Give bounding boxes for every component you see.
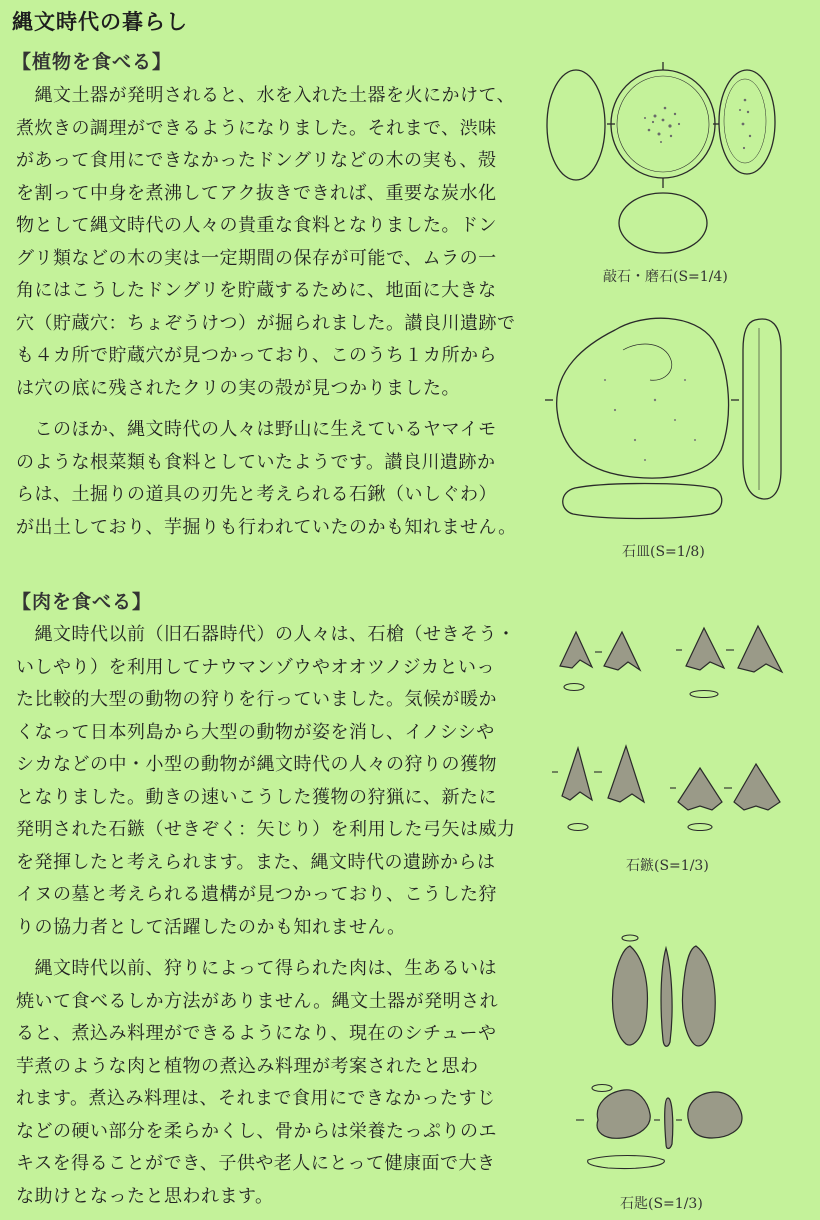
text-line: 角にはこうしたドングリを貯蔵するために、地面に大きな (16, 280, 497, 301)
paragraph-meat-2 (16, 953, 544, 1213)
text-line: が出土しており、芋掘りも行われていたのかも知れません。 (16, 516, 517, 538)
text-line: いしやり）を利用してナウマンゾウやオオツノジカといっ (16, 656, 496, 678)
text-line: らは、土掘りの道具の刃先と考えられる石鍬（いしぐわ） (16, 484, 497, 505)
section-heading-plants: 【植物を食べる】 (12, 51, 173, 73)
text-line: のような根菜類も食料としていたようです。讃良川遺跡か (16, 451, 496, 473)
caption-stone-plate: 石皿(S=1/8) (622, 544, 705, 560)
text-line: を発揮したと考えられます。また、縄文時代の遺跡からは (16, 851, 496, 873)
text-line: 穴（貯蔵穴：ちょぞうけつ）が掘られました。讃良川遺跡で (16, 312, 516, 334)
text-line: などの硬い部分を柔らかくし、骨からは栄養たっぷりのエ (16, 1120, 497, 1142)
paragraph-meat-1 (16, 619, 544, 944)
stone-knives-drawing (568, 930, 768, 1180)
caption-grinding-stones: 敲石・磨石(S=1/4) (603, 269, 728, 285)
text-line: れます。煮込み料理は、それまで食用にできなかったすじ (16, 1088, 496, 1109)
text-line: た比較的大型の動物の狩りを行っていました。気候が暖か (16, 689, 497, 710)
text-line: 物として縄文時代の人々の貴重な食料となりました。ドン (16, 215, 497, 236)
stone-plate-drawing (545, 310, 795, 530)
text-line: 縄文土器が発明されると、水を入れた土器を火にかけて、 (16, 85, 516, 106)
text-line: は穴の底に残されたクリの実の殻が見つかりました。 (16, 377, 460, 399)
text-line: シカなどの中・小型の動物が縄文時代の人々の狩りの獲物 (16, 754, 497, 775)
paragraph-plants-1 (16, 80, 544, 405)
text-line: くなって日本列島から大型の動物が姿を消し、イノシシや (16, 721, 495, 743)
caption-arrowheads: 石鏃(S=1/3) (626, 858, 709, 874)
text-line: ると、煮込み料理ができるようになり、現在のシチューや (16, 1023, 497, 1044)
text-line: りの協力者として活躍したのかも知れません。 (16, 916, 406, 938)
text-line: も４カ所で貯蔵穴が見つかっており、このうち１カ所から (16, 345, 497, 366)
text-line: となりました。動きの速いこうした獲物の狩猟に、新たに (16, 786, 497, 808)
text-line: 焼いて食べるしか方法がありません。縄文土器が発明され (16, 990, 499, 1012)
text-line: な助けとなったと思われます。 (16, 1185, 274, 1207)
text-line: 芋煮のような肉と植物の煮込み料理が考案されたと思わ (16, 1055, 479, 1077)
text-line: 発明された石鏃（せきぞく：矢じり）を利用した弓矢は威力 (16, 819, 516, 840)
section-heading-meat: 【肉を食べる】 (12, 591, 153, 613)
text-line: 縄文時代以前、狩りによって得られた肉は、生あるいは (16, 958, 497, 979)
text-line: このほか、縄文時代の人々は野山に生えているヤマイモ (16, 419, 497, 440)
page-title: 縄文時代の暮らし (12, 10, 188, 34)
text-line: 煮炊きの調理ができるようになりました。それまで、渋味 (16, 117, 497, 139)
arrowheads-drawing (552, 622, 792, 837)
text-line: イヌの墓と考えられる遺構が見つかっており、こうした狩 (16, 884, 497, 905)
text-line: 縄文時代以前（旧石器時代）の人々は、石槍（せきそう・ (16, 624, 516, 645)
text-line: があって食用にできなかったドングリなどの木の実も、殻 (16, 150, 497, 171)
text-line: を割って中身を煮沸してアク抜きできれば、重要な炭水化 (16, 182, 497, 204)
grinding-stones-drawing (545, 60, 795, 260)
caption-stone-knives: 石匙(S=1/3) (620, 1196, 703, 1212)
paragraph-plants-2 (16, 414, 544, 544)
text-line: キスを得ることができ、子供や老人にとって健康面で大き (16, 1153, 496, 1174)
text-line: グリ類などの木の実は一定期間の保存が可能で、ムラの一 (16, 247, 497, 269)
